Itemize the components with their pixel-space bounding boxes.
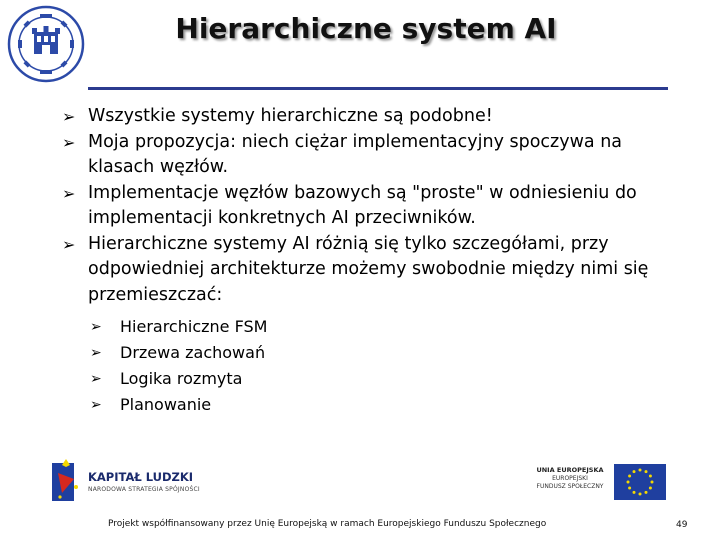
footer-text: Projekt współfinansowany przez Unię Europejską w ramach Europejskiego Funduszu Społecznego <box>108 519 547 529</box>
bullet-text: Hierarchiczne systemy AI różnią się tylko szczegółami, przy odpowiedniej architekturze możemy swobodnie między nimi się przemieszczać: <box>88 233 649 305</box>
arrow-bullet-icon: ➢ <box>90 371 102 387</box>
bullet-text: Implementacje węzłów bazowych są "proste" w odniesieniu do implementacji konkretnych AI przeciwników. <box>88 182 637 228</box>
bullet-item <box>62 104 662 130</box>
page-number: 49 <box>676 520 688 530</box>
eu-line3: FUNDUSZ SPOŁECZNY <box>536 483 604 490</box>
arrow-bullet-icon: ➢ <box>90 319 102 335</box>
bullet-text: Wszystkie systemy hierarchiczne są podobne! <box>88 106 493 126</box>
sub-bullet-list <box>90 314 390 418</box>
eu-logo <box>530 464 670 502</box>
sub-bullet-text: Planowanie <box>120 395 212 414</box>
eu-line2: EUROPEJSKI <box>552 475 588 482</box>
sub-bullet-text: Logika rozmyta <box>120 369 243 388</box>
sub-bullet-text: Drzewa zachowań <box>120 343 266 362</box>
sub-bullet-item <box>90 392 390 418</box>
sub-bullet-item <box>90 314 390 340</box>
eu-flag-icon <box>614 464 666 500</box>
bullet-text: Moja propozycja: niech ciężar implementacyjny spoczywa na klasach węzłów. <box>88 131 623 177</box>
arrow-bullet-icon: ➢ <box>62 183 76 203</box>
arrow-bullet-icon: ➢ <box>62 107 76 126</box>
kapital-ludzki-logo <box>52 459 252 503</box>
slide-title: Hierarchiczne system AI <box>175 12 557 45</box>
sub-bullet-text: Hierarchiczne FSM <box>120 317 268 336</box>
arrow-bullet-icon: ➢ <box>90 397 102 413</box>
arrow-bullet-icon: ➢ <box>90 345 102 361</box>
bullet-item <box>62 181 662 232</box>
title-divider <box>88 87 668 90</box>
bullet-item <box>62 130 662 181</box>
kapital-ludzki-name: KAPITAŁ LUDZKI <box>88 470 194 484</box>
main-bullet-list <box>62 104 662 308</box>
kapital-ludzki-subtitle: NARODOWA STRATEGIA SPÓJNOŚCI <box>88 486 200 493</box>
kapital-ludzki-emblem-icon <box>52 459 82 503</box>
sub-bullet-item <box>90 366 390 392</box>
sub-bullet-item <box>90 340 390 366</box>
arrow-bullet-icon: ➢ <box>62 132 76 152</box>
eu-line1: UNIA EUROPEJSKA <box>536 466 604 474</box>
bullet-item <box>62 232 662 309</box>
arrow-bullet-icon: ➢ <box>62 234 76 254</box>
